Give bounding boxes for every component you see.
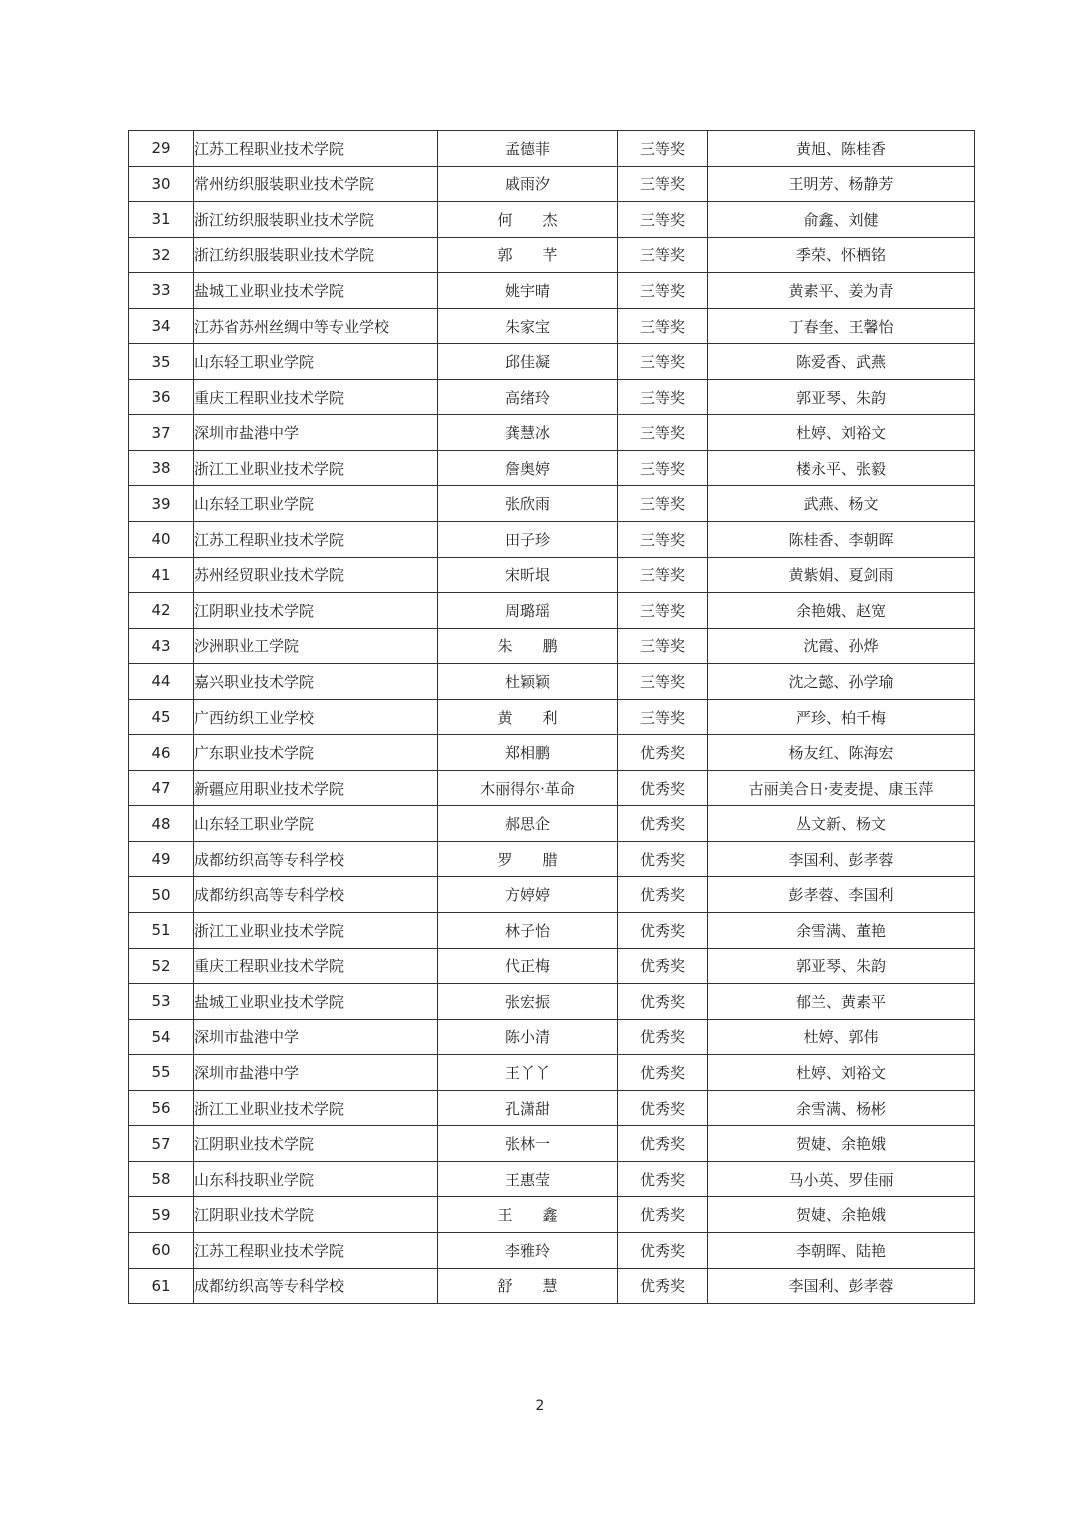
student-name: 郭 芊 bbox=[438, 237, 618, 273]
advisor-names: 古丽美合日·麦麦提、康玉萍 bbox=[708, 770, 975, 806]
table-row bbox=[129, 557, 975, 593]
advisor-names: 黄素平、姜为青 bbox=[708, 273, 975, 309]
student-name: 舒 慧 bbox=[438, 1268, 618, 1304]
table-row bbox=[129, 486, 975, 522]
school-name: 江阴职业技术学院 bbox=[194, 1126, 438, 1162]
award-level: 优秀奖 bbox=[618, 1019, 708, 1055]
school-name: 常州纺织服装职业技术学院 bbox=[194, 166, 438, 202]
advisor-names: 余雪满、董艳 bbox=[708, 913, 975, 949]
student-name: 张林一 bbox=[438, 1126, 618, 1162]
school-name: 江苏工程职业技术学院 bbox=[194, 131, 438, 167]
table-row bbox=[129, 273, 975, 309]
advisor-names: 贺婕、余艳娥 bbox=[708, 1197, 975, 1233]
table-row bbox=[129, 166, 975, 202]
table-row bbox=[129, 1268, 975, 1304]
advisor-names: 沈之懿、孙学瑜 bbox=[708, 664, 975, 700]
award-level: 三等奖 bbox=[618, 522, 708, 558]
school-name: 山东科技职业学院 bbox=[194, 1161, 438, 1197]
school-name: 深圳市盐港中学 bbox=[194, 1055, 438, 1091]
school-name: 浙江纺织服装职业技术学院 bbox=[194, 237, 438, 273]
table-row bbox=[129, 1019, 975, 1055]
row-number: 37 bbox=[129, 415, 194, 451]
advisor-names: 余雪满、杨彬 bbox=[708, 1090, 975, 1126]
row-number: 56 bbox=[129, 1090, 194, 1126]
advisor-names: 黄旭、陈桂香 bbox=[708, 131, 975, 167]
award-level: 优秀奖 bbox=[618, 1197, 708, 1233]
table-row bbox=[129, 913, 975, 949]
page-number: 2 bbox=[535, 1398, 545, 1414]
award-level: 优秀奖 bbox=[618, 735, 708, 771]
school-name: 新疆应用职业技术学院 bbox=[194, 770, 438, 806]
award-level: 优秀奖 bbox=[618, 913, 708, 949]
awards-table-body bbox=[129, 131, 975, 1304]
student-name: 木丽得尔·革命 bbox=[438, 770, 618, 806]
award-level: 优秀奖 bbox=[618, 1232, 708, 1268]
student-name: 宋昕垠 bbox=[438, 557, 618, 593]
awards-table bbox=[128, 130, 975, 1304]
advisor-names: 季荣、怀栖铭 bbox=[708, 237, 975, 273]
table-row bbox=[129, 344, 975, 380]
table-row bbox=[129, 308, 975, 344]
row-number: 59 bbox=[129, 1197, 194, 1233]
school-name: 重庆工程职业技术学院 bbox=[194, 948, 438, 984]
student-name: 罗 腊 bbox=[438, 841, 618, 877]
row-number: 52 bbox=[129, 948, 194, 984]
student-name: 王 鑫 bbox=[438, 1197, 618, 1233]
row-number: 30 bbox=[129, 166, 194, 202]
school-name: 浙江纺织服装职业技术学院 bbox=[194, 202, 438, 238]
row-number: 48 bbox=[129, 806, 194, 842]
student-name: 戚雨汐 bbox=[438, 166, 618, 202]
row-number: 35 bbox=[129, 344, 194, 380]
advisor-names: 楼永平、张毅 bbox=[708, 450, 975, 486]
table-row bbox=[129, 628, 975, 664]
advisor-names: 贺婕、余艳娥 bbox=[708, 1126, 975, 1162]
advisor-names: 丛文新、杨文 bbox=[708, 806, 975, 842]
student-name: 邱佳凝 bbox=[438, 344, 618, 380]
student-name: 张宏振 bbox=[438, 984, 618, 1020]
award-level: 三等奖 bbox=[618, 237, 708, 273]
student-name: 周璐瑶 bbox=[438, 593, 618, 629]
award-level: 三等奖 bbox=[618, 699, 708, 735]
award-level: 三等奖 bbox=[618, 166, 708, 202]
advisor-names: 郁兰、黄素平 bbox=[708, 984, 975, 1020]
advisor-names: 彭孝蓉、李国利 bbox=[708, 877, 975, 913]
table-row bbox=[129, 237, 975, 273]
award-level: 三等奖 bbox=[618, 628, 708, 664]
school-name: 深圳市盐港中学 bbox=[194, 415, 438, 451]
advisor-names: 李国利、彭孝蓉 bbox=[708, 1268, 975, 1304]
school-name: 成都纺织高等专科学校 bbox=[194, 877, 438, 913]
student-name: 龚慧冰 bbox=[438, 415, 618, 451]
table-row bbox=[129, 984, 975, 1020]
award-level: 三等奖 bbox=[618, 593, 708, 629]
school-name: 广西纺织工业学校 bbox=[194, 699, 438, 735]
school-name: 浙江工业职业技术学院 bbox=[194, 450, 438, 486]
row-number: 42 bbox=[129, 593, 194, 629]
row-number: 39 bbox=[129, 486, 194, 522]
row-number: 38 bbox=[129, 450, 194, 486]
award-level: 优秀奖 bbox=[618, 948, 708, 984]
student-name: 王丫丫 bbox=[438, 1055, 618, 1091]
advisor-names: 余艳娥、赵宽 bbox=[708, 593, 975, 629]
row-number: 55 bbox=[129, 1055, 194, 1091]
table-row bbox=[129, 1232, 975, 1268]
school-name: 江阴职业技术学院 bbox=[194, 593, 438, 629]
school-name: 深圳市盐港中学 bbox=[194, 1019, 438, 1055]
row-number: 45 bbox=[129, 699, 194, 735]
row-number: 36 bbox=[129, 379, 194, 415]
award-level: 优秀奖 bbox=[618, 1268, 708, 1304]
school-name: 江阴职业技术学院 bbox=[194, 1197, 438, 1233]
row-number: 49 bbox=[129, 841, 194, 877]
row-number: 58 bbox=[129, 1161, 194, 1197]
school-name: 江苏工程职业技术学院 bbox=[194, 522, 438, 558]
school-name: 沙洲职业工学院 bbox=[194, 628, 438, 664]
row-number: 46 bbox=[129, 735, 194, 771]
table-row bbox=[129, 664, 975, 700]
award-level: 优秀奖 bbox=[618, 1090, 708, 1126]
school-name: 广东职业技术学院 bbox=[194, 735, 438, 771]
row-number: 31 bbox=[129, 202, 194, 238]
student-name: 黄 利 bbox=[438, 699, 618, 735]
school-name: 成都纺织高等专科学校 bbox=[194, 1268, 438, 1304]
row-number: 57 bbox=[129, 1126, 194, 1162]
table-row bbox=[129, 877, 975, 913]
student-name: 张欣雨 bbox=[438, 486, 618, 522]
row-number: 50 bbox=[129, 877, 194, 913]
advisor-names: 王明芳、杨静芳 bbox=[708, 166, 975, 202]
award-level: 三等奖 bbox=[618, 557, 708, 593]
table-row bbox=[129, 806, 975, 842]
award-level: 优秀奖 bbox=[618, 841, 708, 877]
student-name: 王惠莹 bbox=[438, 1161, 618, 1197]
school-name: 嘉兴职业技术学院 bbox=[194, 664, 438, 700]
advisor-names: 杨友红、陈海宏 bbox=[708, 735, 975, 771]
award-level: 三等奖 bbox=[618, 273, 708, 309]
advisor-names: 沈霞、孙烨 bbox=[708, 628, 975, 664]
table-row bbox=[129, 415, 975, 451]
table-row bbox=[129, 450, 975, 486]
school-name: 盐城工业职业技术学院 bbox=[194, 984, 438, 1020]
student-name: 李雅玲 bbox=[438, 1232, 618, 1268]
award-level: 三等奖 bbox=[618, 664, 708, 700]
advisor-names: 陈桂香、李朝晖 bbox=[708, 522, 975, 558]
advisor-names: 杜婷、刘裕文 bbox=[708, 415, 975, 451]
award-level: 优秀奖 bbox=[618, 1161, 708, 1197]
award-level: 三等奖 bbox=[618, 379, 708, 415]
advisor-names: 李朝晖、陆艳 bbox=[708, 1232, 975, 1268]
student-name: 方婷婷 bbox=[438, 877, 618, 913]
advisor-names: 郭亚琴、朱韵 bbox=[708, 948, 975, 984]
student-name: 代正梅 bbox=[438, 948, 618, 984]
student-name: 田子珍 bbox=[438, 522, 618, 558]
table-row bbox=[129, 735, 975, 771]
award-level: 优秀奖 bbox=[618, 806, 708, 842]
table-row bbox=[129, 202, 975, 238]
table-row bbox=[129, 841, 975, 877]
student-name: 何 杰 bbox=[438, 202, 618, 238]
table-row bbox=[129, 522, 975, 558]
table-row bbox=[129, 1161, 975, 1197]
row-number: 43 bbox=[129, 628, 194, 664]
student-name: 郝思企 bbox=[438, 806, 618, 842]
advisor-names: 陈爱香、武燕 bbox=[708, 344, 975, 380]
student-name: 朱家宝 bbox=[438, 308, 618, 344]
row-number: 33 bbox=[129, 273, 194, 309]
advisor-names: 李国利、彭孝蓉 bbox=[708, 841, 975, 877]
table-row bbox=[129, 131, 975, 167]
table-row bbox=[129, 593, 975, 629]
row-number: 47 bbox=[129, 770, 194, 806]
table-row bbox=[129, 379, 975, 415]
school-name: 山东轻工职业学院 bbox=[194, 806, 438, 842]
award-level: 优秀奖 bbox=[618, 877, 708, 913]
school-name: 江苏工程职业技术学院 bbox=[194, 1232, 438, 1268]
row-number: 34 bbox=[129, 308, 194, 344]
student-name: 林子怡 bbox=[438, 913, 618, 949]
award-level: 优秀奖 bbox=[618, 1126, 708, 1162]
advisor-names: 杜婷、刘裕文 bbox=[708, 1055, 975, 1091]
table-row bbox=[129, 1197, 975, 1233]
award-level: 三等奖 bbox=[618, 415, 708, 451]
table-row bbox=[129, 1126, 975, 1162]
school-name: 山东轻工职业学院 bbox=[194, 344, 438, 380]
student-name: 朱 鹏 bbox=[438, 628, 618, 664]
row-number: 54 bbox=[129, 1019, 194, 1055]
award-level: 三等奖 bbox=[618, 131, 708, 167]
row-number: 41 bbox=[129, 557, 194, 593]
row-number: 53 bbox=[129, 984, 194, 1020]
table-row bbox=[129, 1090, 975, 1126]
school-name: 浙江工业职业技术学院 bbox=[194, 913, 438, 949]
school-name: 重庆工程职业技术学院 bbox=[194, 379, 438, 415]
advisor-names: 郭亚琴、朱韵 bbox=[708, 379, 975, 415]
school-name: 苏州经贸职业技术学院 bbox=[194, 557, 438, 593]
student-name: 孟德菲 bbox=[438, 131, 618, 167]
award-level: 三等奖 bbox=[618, 308, 708, 344]
award-level: 优秀奖 bbox=[618, 984, 708, 1020]
student-name: 陈小清 bbox=[438, 1019, 618, 1055]
award-level: 三等奖 bbox=[618, 202, 708, 238]
advisor-names: 丁春奎、王馨怡 bbox=[708, 308, 975, 344]
student-name: 杜颖颖 bbox=[438, 664, 618, 700]
school-name: 江苏省苏州丝绸中等专业学校 bbox=[194, 308, 438, 344]
table-row bbox=[129, 699, 975, 735]
student-name: 孔潇甜 bbox=[438, 1090, 618, 1126]
advisor-names: 严珍、柏千梅 bbox=[708, 699, 975, 735]
student-name: 姚宇晴 bbox=[438, 273, 618, 309]
table-row bbox=[129, 1055, 975, 1091]
advisor-names: 马小英、罗佳丽 bbox=[708, 1161, 975, 1197]
table-row bbox=[129, 770, 975, 806]
school-name: 山东轻工职业学院 bbox=[194, 486, 438, 522]
advisor-names: 黄紫娟、夏剑雨 bbox=[708, 557, 975, 593]
row-number: 32 bbox=[129, 237, 194, 273]
row-number: 51 bbox=[129, 913, 194, 949]
advisor-names: 俞鑫、刘健 bbox=[708, 202, 975, 238]
row-number: 29 bbox=[129, 131, 194, 167]
award-level: 优秀奖 bbox=[618, 1055, 708, 1091]
award-level: 优秀奖 bbox=[618, 770, 708, 806]
student-name: 詹奥婷 bbox=[438, 450, 618, 486]
school-name: 浙江工业职业技术学院 bbox=[194, 1090, 438, 1126]
student-name: 高绪玲 bbox=[438, 379, 618, 415]
row-number: 44 bbox=[129, 664, 194, 700]
school-name: 盐城工业职业技术学院 bbox=[194, 273, 438, 309]
advisor-names: 杜婷、郭伟 bbox=[708, 1019, 975, 1055]
row-number: 40 bbox=[129, 522, 194, 558]
award-level: 三等奖 bbox=[618, 486, 708, 522]
row-number: 61 bbox=[129, 1268, 194, 1304]
student-name: 郑相鹏 bbox=[438, 735, 618, 771]
table-row bbox=[129, 948, 975, 984]
award-level: 三等奖 bbox=[618, 450, 708, 486]
row-number: 60 bbox=[129, 1232, 194, 1268]
school-name: 成都纺织高等专科学校 bbox=[194, 841, 438, 877]
award-level: 三等奖 bbox=[618, 344, 708, 380]
advisor-names: 武燕、杨文 bbox=[708, 486, 975, 522]
